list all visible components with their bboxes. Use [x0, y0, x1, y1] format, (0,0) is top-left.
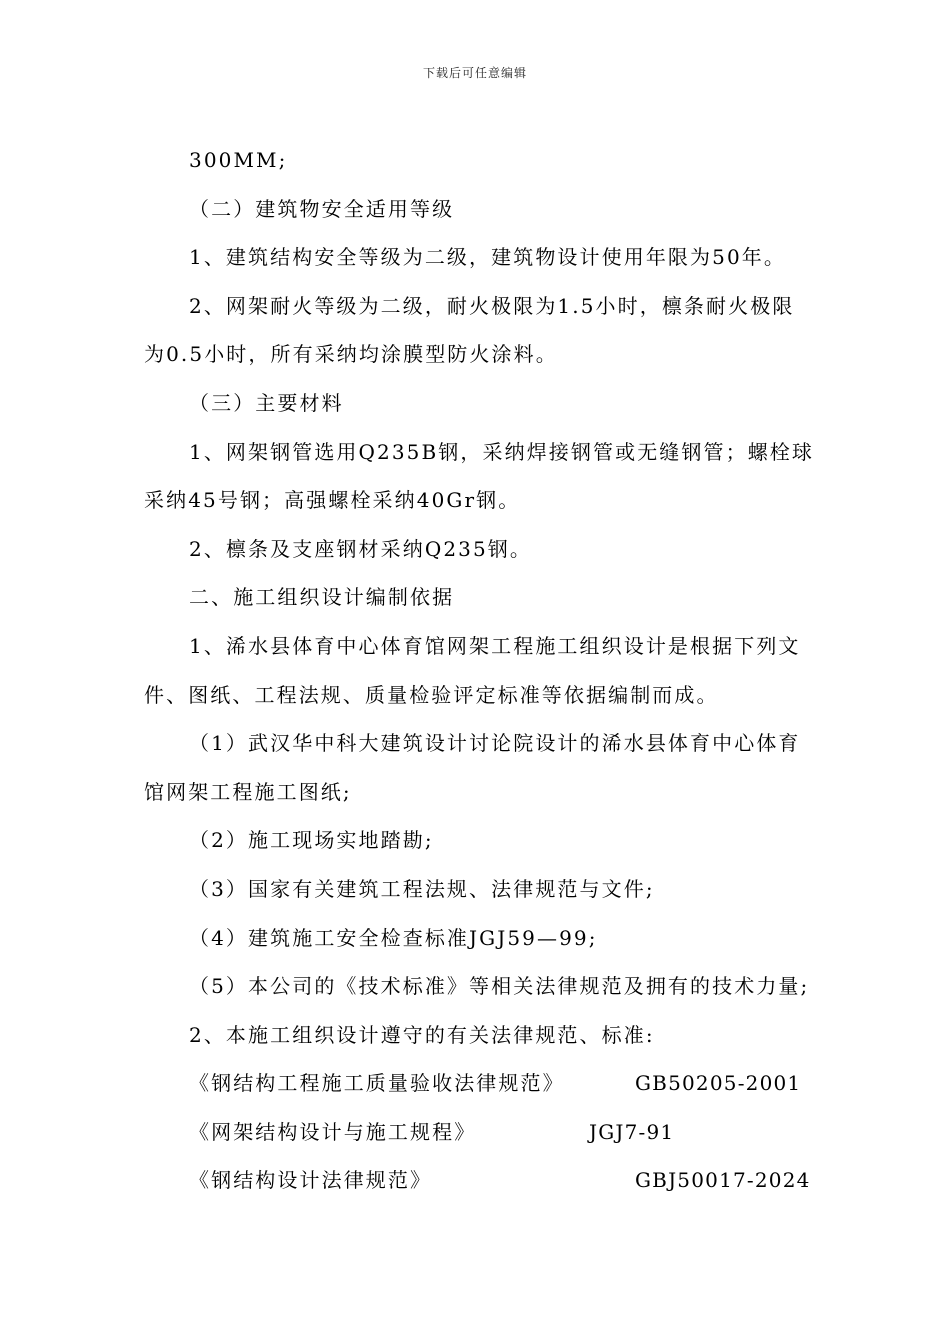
- list-item: （3）国家有关建筑工程法规、法律规范与文件;: [189, 876, 655, 901]
- section-heading: 二、施工组织设计编制依据: [189, 585, 455, 610]
- body-line: 为0.5小时，所有采纳均涂膜型防火涂料。: [144, 342, 558, 367]
- standard-row: [144, 1156, 809, 1205]
- list-item: （1）武汉华中科大建筑设计讨论院设计的浠水县体育中心体育: [189, 731, 801, 756]
- standard-code: GB50205-2001: [635, 1071, 802, 1096]
- list-item: （2）施工现场实地踏勘;: [189, 828, 434, 853]
- standard-code: JGJ7-91: [589, 1119, 675, 1144]
- list-item: （4）建筑施工安全检查标准JGJ59—99;: [189, 925, 598, 950]
- body-line: 2、檩条及支座钢材采纳Q235钢。: [189, 536, 532, 561]
- section-heading: （三）主要材料: [189, 390, 344, 415]
- standard-row: [144, 1108, 809, 1157]
- body-line: 2、网架耐火等级为二级，耐火极限为1.5小时，檩条耐火极限: [189, 293, 795, 318]
- body-line: 件、图纸、工程法规、质量检验评定标准等依据编制而成。: [144, 682, 719, 707]
- document-body: [144, 136, 814, 1205]
- section-heading: （二）建筑物安全适用等级: [189, 196, 455, 221]
- standard-name: 《钢结构工程施工质量验收法律规范》: [189, 1071, 565, 1096]
- list-item-continuation: 馆网架工程施工图纸;: [144, 779, 352, 804]
- body-line: 2、本施工组织设计遵守的有关法律规范、标准:: [189, 1022, 655, 1047]
- list-item: （5）本公司的《技术标准》等相关法律规范及拥有的技术力量;: [189, 974, 810, 999]
- body-line: 1、建筑结构安全等级为二级，建筑物设计使用年限为50年。: [189, 245, 786, 270]
- standard-name: 《钢结构设计法律规范》: [189, 1168, 433, 1193]
- body-line: 1、浠水县体育中心体育馆网架工程施工组织设计是根据下列文: [189, 633, 801, 658]
- standard-name: 《网架结构设计与施工规程》: [189, 1119, 477, 1144]
- standard-row: [144, 1059, 809, 1108]
- body-line: 300MM;: [189, 148, 288, 172]
- standard-code: GBJ50017-2024: [635, 1168, 811, 1193]
- page-header: 下载后可任意编辑: [422, 66, 527, 80]
- body-line: 1、网架钢管选用Q235B钢，采纳焊接钢管或无缝钢管；螺栓球: [189, 439, 814, 464]
- body-line: 采纳45号钢；高强螺栓采纳40Gr钢。: [144, 488, 521, 513]
